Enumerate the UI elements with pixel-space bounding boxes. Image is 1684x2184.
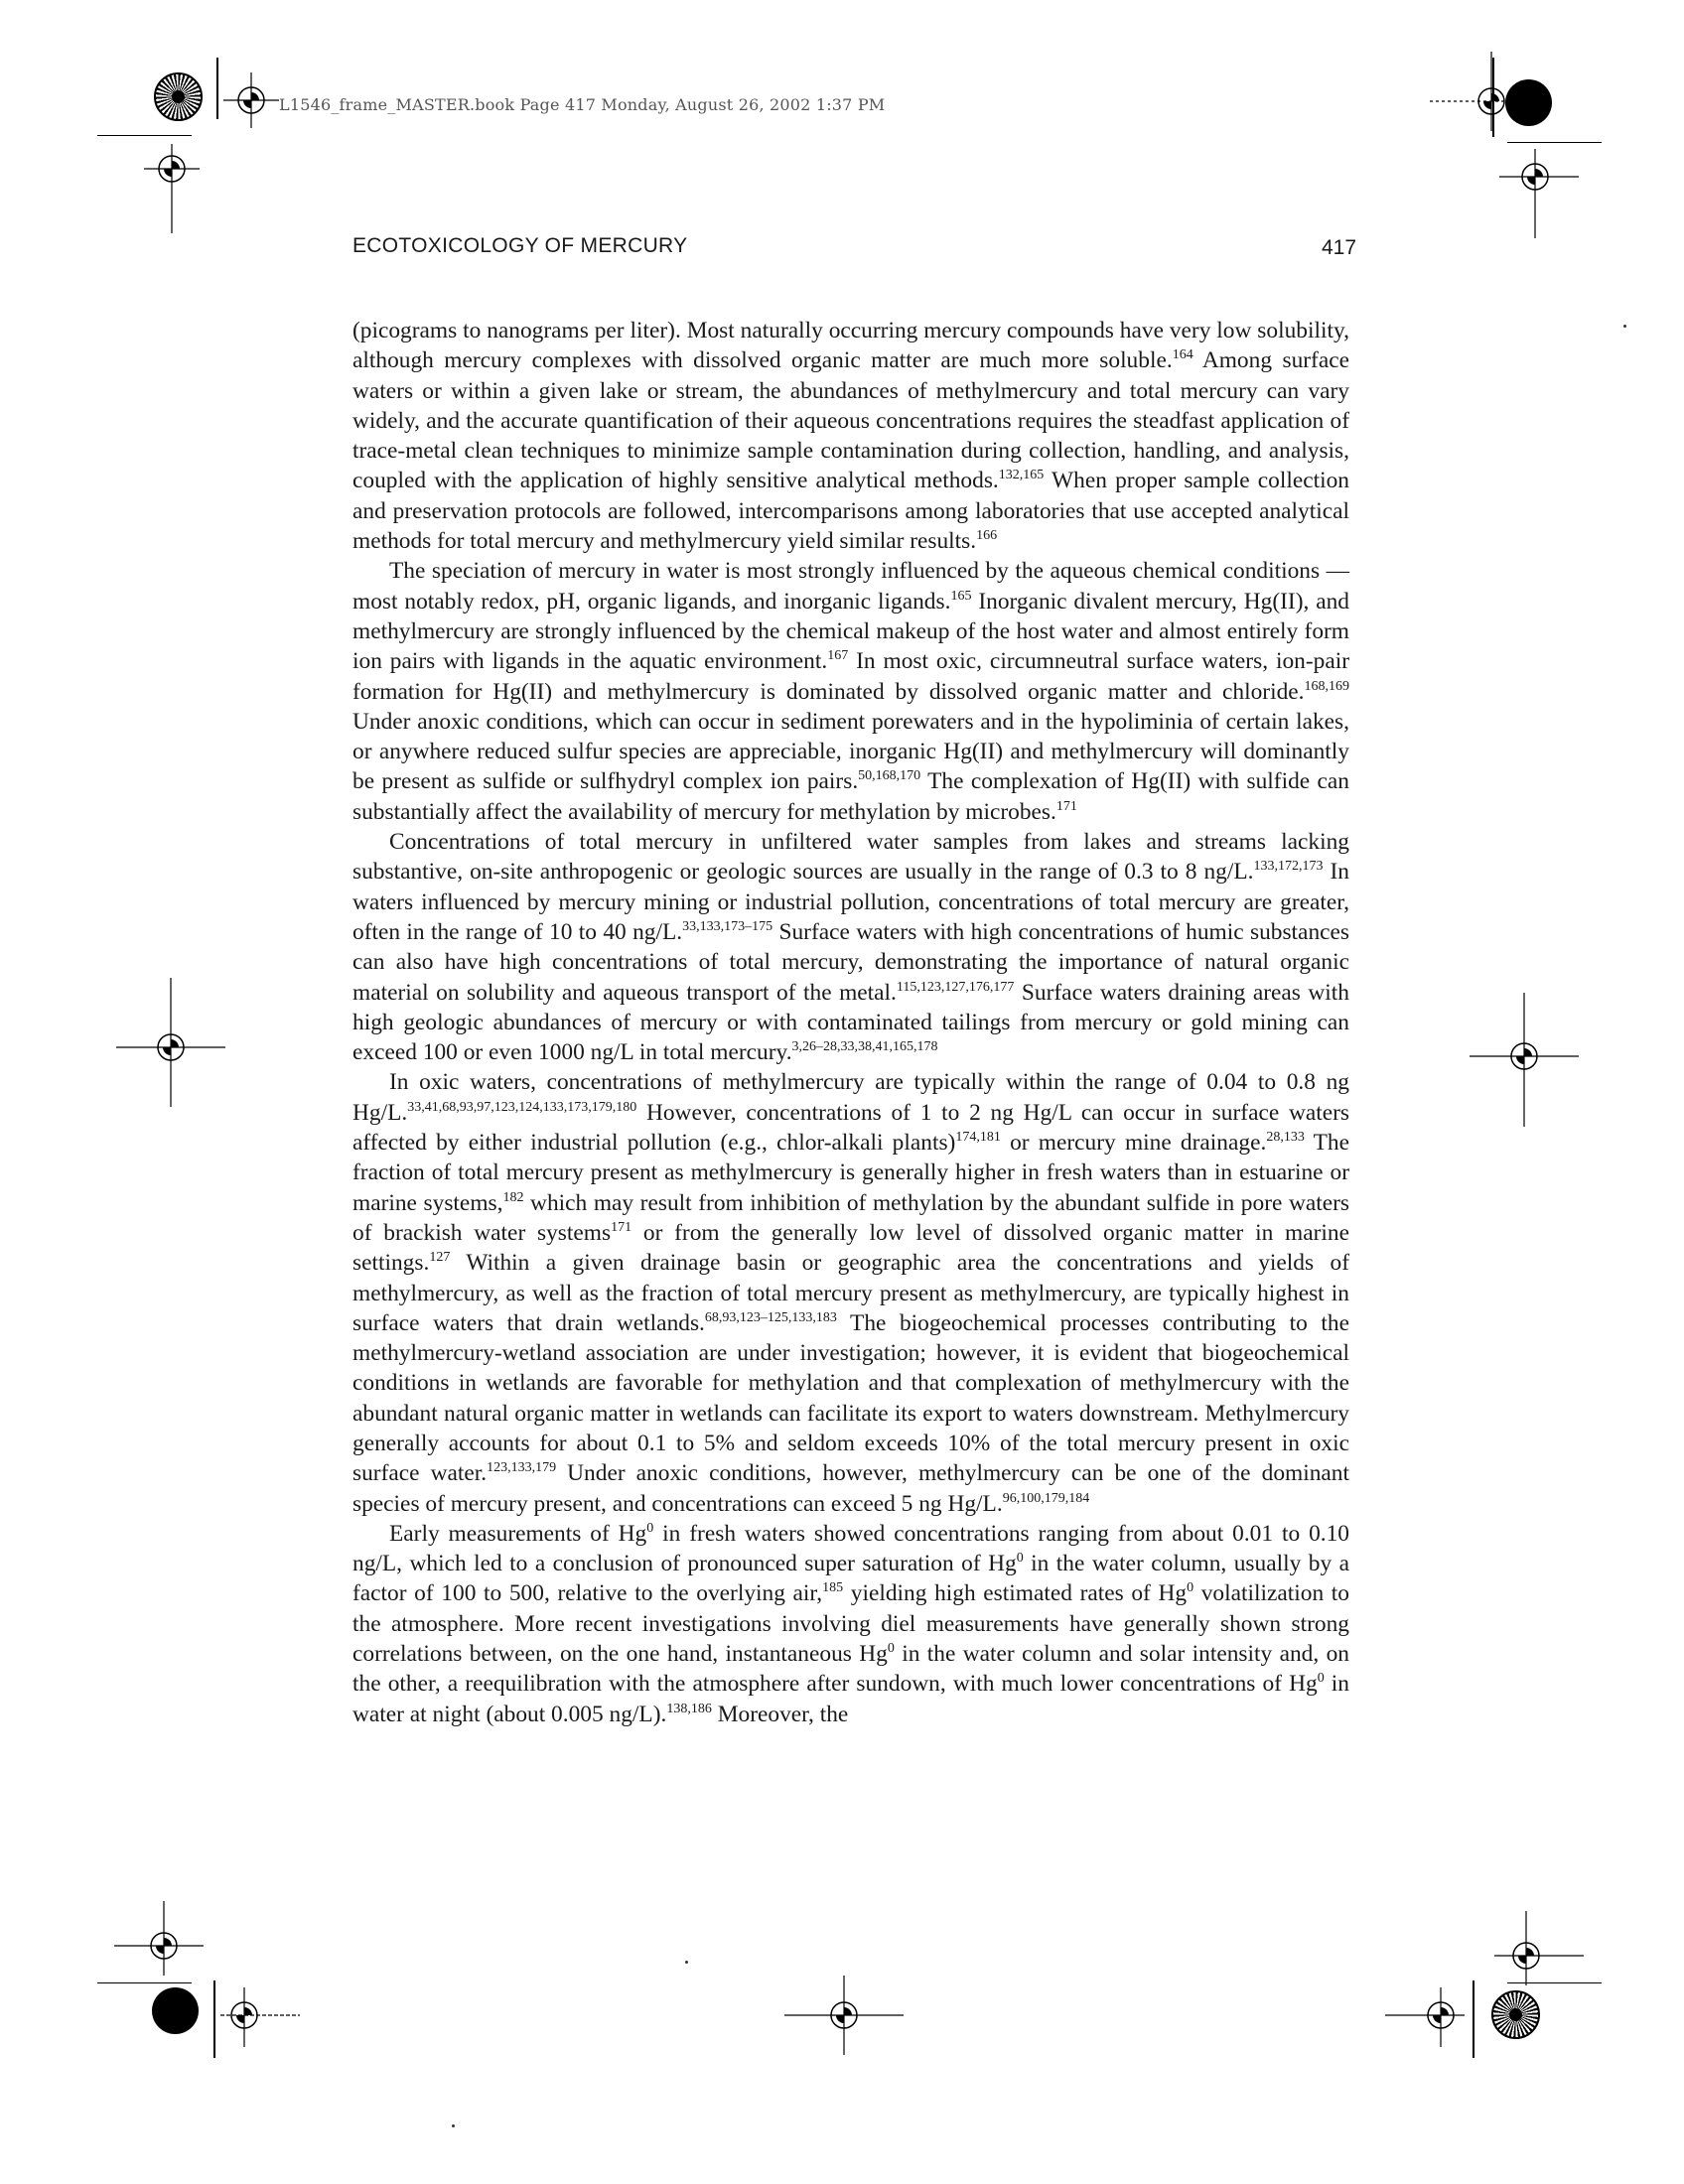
crosshair-target-icon [220, 1987, 300, 2047]
paragraph [352, 827, 1349, 1067]
citation-superscript: 0 [1187, 1580, 1194, 1596]
citation-superscript: 0 [1016, 1551, 1024, 1567]
crosshair-target-icon [1430, 52, 1519, 131]
citation-superscript: 115,123,127,176,177 [896, 979, 1015, 995]
citation-superscript: 0 [887, 1641, 895, 1657]
citation-superscript: 96,100,179,184 [1002, 1490, 1090, 1506]
crosshair-target-icon [114, 1901, 204, 1976]
citation-superscript: 165 [950, 588, 972, 604]
registration-dot-top-right [1505, 79, 1552, 126]
citation-superscript: 0 [646, 1521, 654, 1537]
trim-line [1507, 1982, 1602, 1983]
citation-superscript: 167 [827, 648, 849, 664]
paragraph-text: Inorganic divalent mercury, Hg(II), and methylmercury are strongly influenced by the chemical makeup of the host water and almost entirely form ion pairs with ligands in the aquatic environment. [352, 588, 1350, 675]
citation-superscript: 168,169 [1304, 678, 1349, 694]
crosshair-target-icon [1499, 149, 1579, 238]
stray-dot [1623, 325, 1626, 328]
paragraph-text: Among surface waters or within a given lake or stream, the abundances of methylmercury and total mercury can vary widely, and the accurate quantification of their aqueous concentrations requires the steadfast application of trace-metal clean techniques to minimize sample contamination during collection, handling, and analysis, coupled with the application of highly sensitive analytical methods. [352, 347, 1349, 494]
citation-superscript: 171 [1055, 798, 1077, 814]
paragraph-text: However, concentrations of 1 to 2 ng Hg/L can occur in surface waters affected by either industrial pollution (e.g., chlor-alkali plants) [352, 1099, 1349, 1157]
stray-dot [452, 2124, 455, 2127]
paragraph [352, 1519, 1349, 1729]
crosshair-target-icon [1494, 1911, 1584, 1985]
citation-superscript: 28,133 [1266, 1130, 1305, 1146]
crosshair-target-icon [144, 144, 200, 233]
registration-dot-bottom-left [152, 1987, 199, 2034]
paragraph-text: in the water column and solar intensity and, on the other, a reequilibration with the atmosphere after sundown, with much lower concentrations of Hg [352, 1641, 1349, 1698]
paragraph-text: in water at night (about 0.005 ng/L). [352, 1671, 1349, 1727]
crosshair-target-icon [784, 1976, 904, 2055]
paragraph-text: (picograms to nanograms per liter). Most naturally occurring mercury compounds have very low solubility, although mercury complexes with dissolved organic matter are much more soluble. [352, 318, 1349, 374]
citation-superscript: 33,133,173–175 [682, 919, 773, 935]
paragraph [352, 316, 1349, 556]
paragraph-text: Moreover, the [711, 1701, 849, 1727]
print-slug: L1546_frame_MASTER.book Page 417 Monday, August 26, 2002 1:37 PM [279, 95, 886, 114]
citation-superscript: 50,168,170 [858, 768, 921, 784]
citation-superscript: 171 [611, 1220, 632, 1236]
trim-line [1507, 142, 1602, 143]
paragraph-text: Under anoxic conditions, however, methylmercury can be one of the dominant species of mercury present, and concentrations can exceed 5 ng Hg/L. [352, 1460, 1349, 1517]
citation-superscript: 138,186 [666, 1701, 712, 1716]
citation-superscript: 123,133,179 [487, 1460, 557, 1476]
paragraph-text: In oxic waters, concentrations of methylmercury are typically within the range of 0.04 to 0.8 ng Hg/L. [352, 1069, 1349, 1126]
paragraph-text: or mercury mine drainage. [1000, 1130, 1267, 1157]
paragraph-text: In most oxic, circumneutral surface waters, ion-pair formation for Hg(II) and methylmercury is dominated by dissolved organic matter and chloride. [352, 648, 1349, 705]
trim-line [216, 58, 218, 119]
paragraph-text: yielding high estimated rates of Hg [843, 1580, 1188, 1607]
crosshair-target-icon [1470, 993, 1579, 1127]
stray-dot [685, 1961, 688, 1964]
trim-line [1473, 1980, 1474, 2058]
trim-line [97, 1982, 192, 1983]
paragraph-text: The speciation of mercury in water is most strongly influenced by the aqueous chemical conditions — most notably redox, pH, organic ligands, and inorganic ligands. [352, 558, 1349, 614]
paragraph-text: In waters influenced by mercury mining or industrial pollution, concentrations of total mercury are greater, often in the range of 10 to 40 ng/L. [352, 859, 1349, 945]
citation-superscript: 33,41,68,93,97,123,124,133,173,179,180 [407, 1099, 637, 1115]
citation-superscript: 182 [502, 1189, 524, 1205]
paragraph [352, 556, 1349, 827]
paragraph-text: or from the generally low level of dissolved organic matter in marine settings. [352, 1219, 1349, 1277]
registration-star-top-left [154, 72, 203, 121]
paragraph-text: When proper sample collection and preservation protocols are followed, intercomparisons among laboratories that use accepted analytical methods for total mercury and methylmercury yield similar results. [352, 468, 1349, 555]
paragraph-text: Concentrations of total mercury in unfiltered water samples from lakes and streams lacking substantive, on-site anthropogenic or geologic sources are usually in the range of 0.3 to 8 ng/L. [352, 829, 1349, 886]
paragraph-text: which may result from inhibition of methylation by the abundant sulfide in pore waters of brackish water systems [352, 1189, 1350, 1246]
paragraph-text: The complexation of Hg(II) with sulfide can substantially affect the availability of mercury for methylation by microbes. [352, 768, 1349, 825]
citation-superscript: 185 [822, 1580, 844, 1596]
paragraph-text: Early measurements of Hg [389, 1520, 647, 1547]
citation-superscript: 0 [1317, 1671, 1325, 1687]
paragraph-text: in the water column, usually by a factor of 100 to 500, relative to the overlying air, [352, 1551, 1350, 1607]
paragraph [352, 1067, 1349, 1518]
trim-line [97, 135, 192, 136]
paragraph-text: The fraction of total mercury present as methylmercury is generally higher in fresh waters than in estuarine or marine systems, [352, 1130, 1349, 1216]
page-number: 417 [1322, 236, 1357, 259]
citation-superscript: 127 [429, 1250, 451, 1266]
citation-superscript: 164 [1172, 347, 1193, 363]
paragraph-text: Surface waters draining areas with high geologic abundances of mercury or with contaminated tailings from mercury or gold mining can exceed 100 or even 1000 ng/L in total mercury. [352, 979, 1349, 1066]
citation-superscript: 174,181 [955, 1130, 1001, 1146]
crosshair-target-icon [1385, 1987, 1465, 2047]
citation-superscript: 166 [976, 528, 998, 544]
citation-superscript: 132,165 [998, 468, 1045, 483]
registration-star-bottom-right [1491, 1990, 1540, 2039]
paragraph-text: Surface waters with high concentrations of humic substances can also have high concentrations of total mercury, demonstrating the importance of natural organic material on solubility and aqueous transport of the metal. [352, 918, 1350, 1006]
paragraph-text: The biogeochemical processes contributing to the methylmercury-wetland association are under investigation; however, it is evident that biogeochemical conditions in wetlands are favorable for methylation and that complexation of methylmercury with the abundant natural organic matter in wetlands can facilitate its export to waters downstream. Methylmercury generally accounts for about 0.1 to 5% and seldom exceeds 10% of the total mercury present in oxic surface water. [352, 1309, 1349, 1487]
running-head: ECOTOXICOLOGY OF MERCURY [352, 234, 688, 257]
crosshair-target-icon [223, 72, 279, 128]
citation-superscript: 133,172,173 [1253, 859, 1324, 875]
paragraph-text: Under anoxic conditions, which can occur in sediment porewaters and in the hypoliminia of certain lakes, or anywhere reduced sulfur species are appreciable, inorganic Hg(II) and methylmercury will dominantly be present as sulfide or sulfhydryl complex ion pairs. [352, 708, 1349, 795]
crosshair-target-icon [116, 978, 225, 1107]
body-text [352, 316, 1349, 1729]
trim-line [213, 1980, 215, 2058]
citation-superscript: 68,93,123–125,133,183 [704, 1310, 837, 1325]
paragraph-text: in fresh waters showed concentrations ranging from about 0.01 to 0.10 ng/L, which led to a conclusion of pronounced super saturation of Hg [352, 1520, 1350, 1577]
trim-line [1492, 58, 1494, 137]
paragraph-text: Within a given drainage basin or geographic area the concentrations and yields of methylmercury, as well as the fraction of total mercury present as methylmercury, are typically highest in surface waters that drain wetlands. [352, 1250, 1349, 1336]
citation-superscript: 3,26–28,33,38,41,165,178 [791, 1039, 938, 1055]
paragraph-text: volatilization to the atmosphere. More recent investigations involving diel measurements have generally shown strong correlations between, on the one hand, instantaneous Hg [352, 1580, 1349, 1668]
